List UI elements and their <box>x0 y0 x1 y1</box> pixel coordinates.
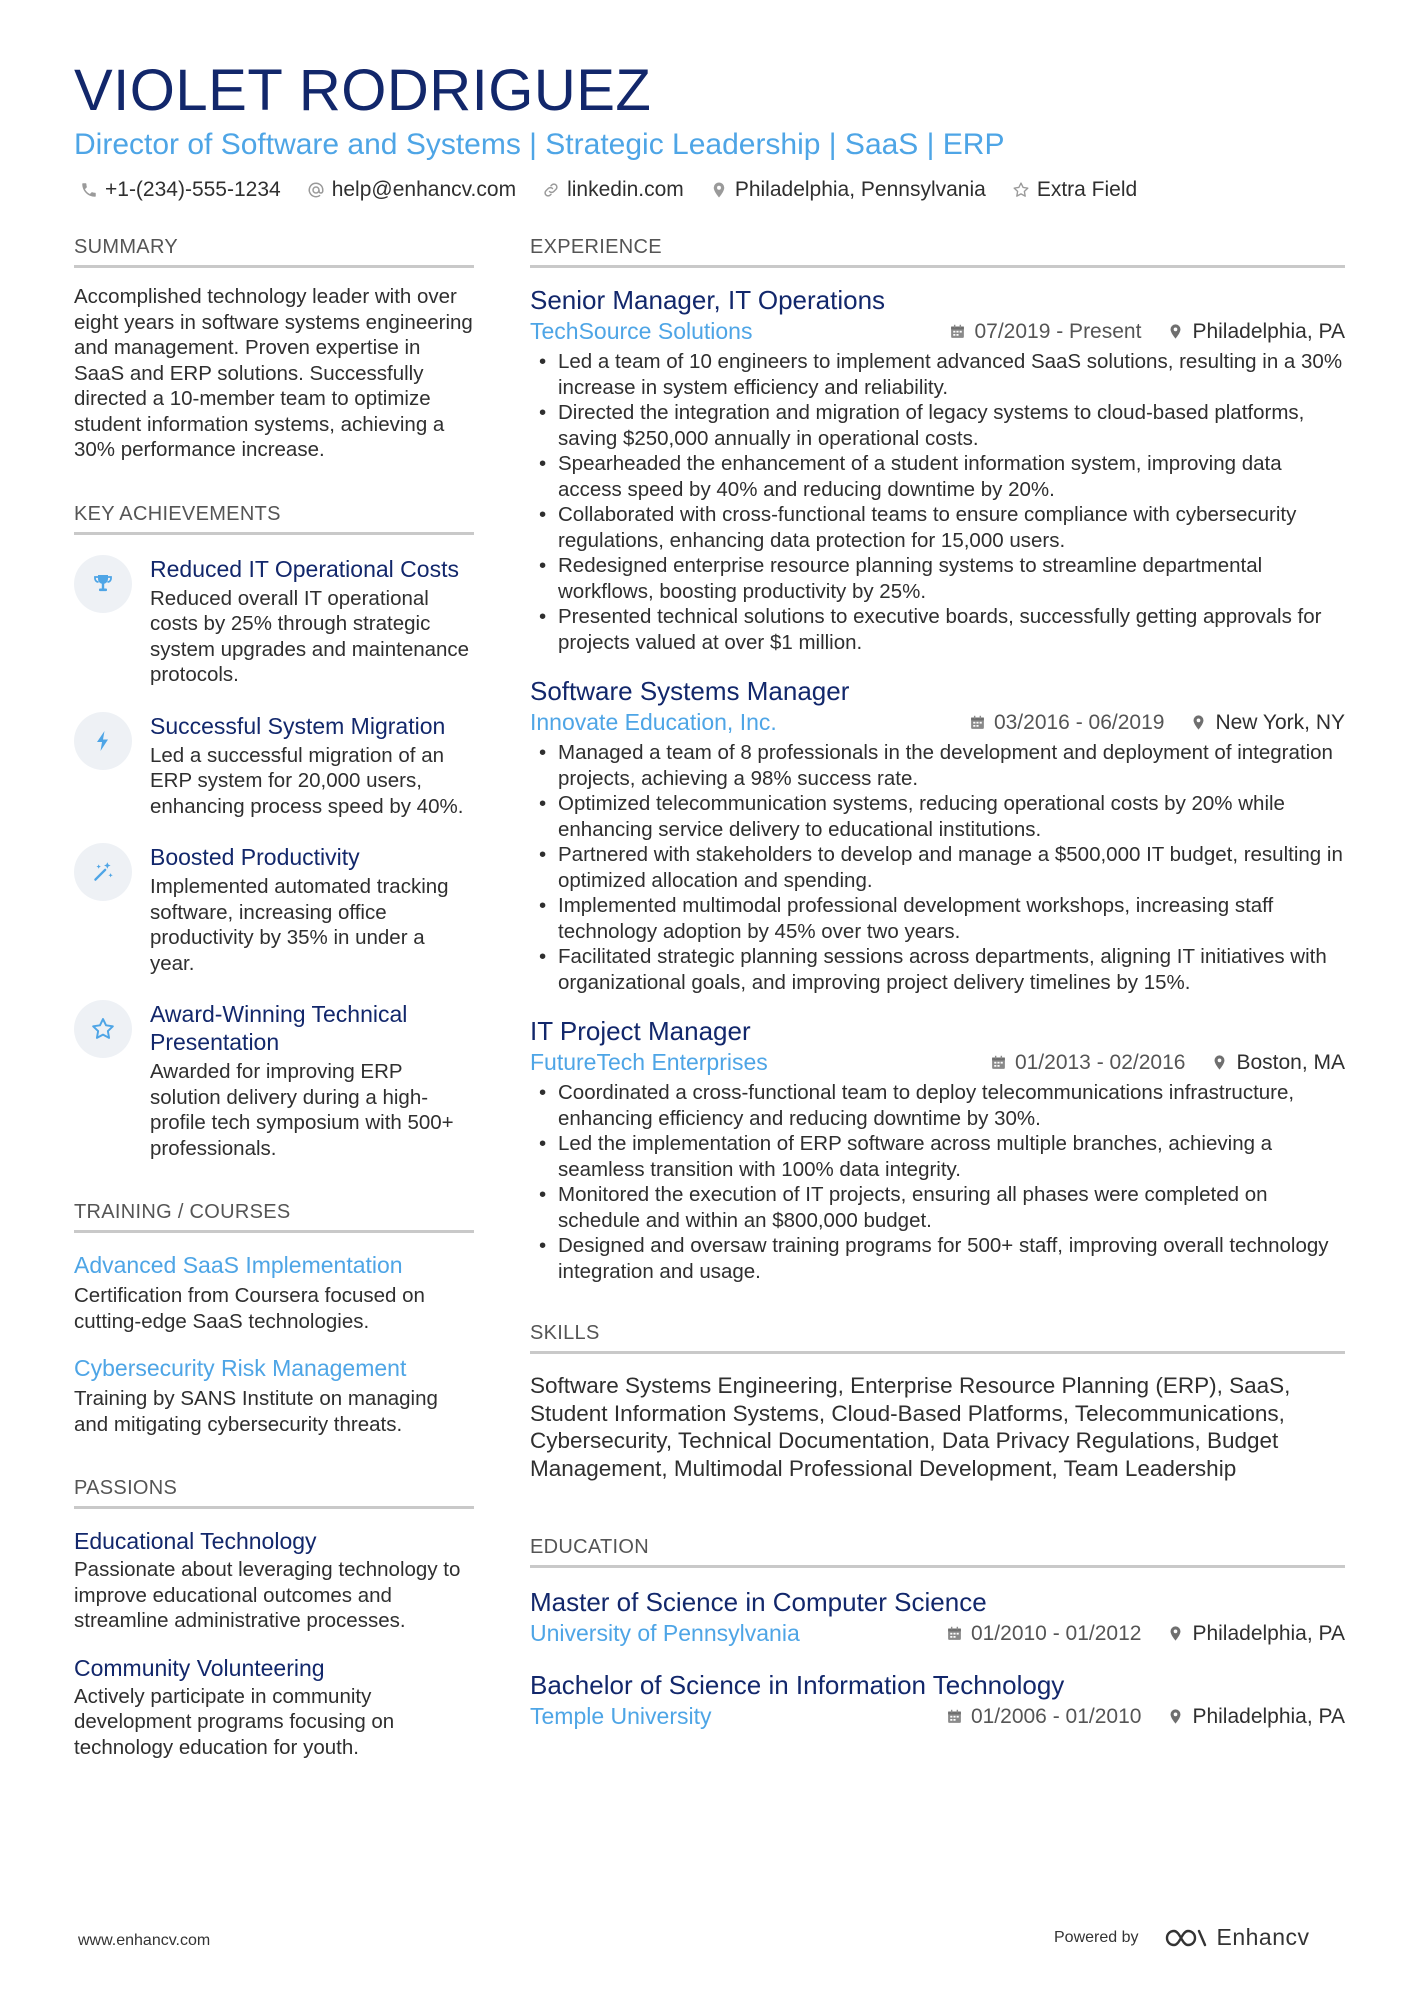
job-location: Philadelphia, PA <box>1192 319 1345 343</box>
passion-title: Educational Technology <box>74 1528 317 1554</box>
passion-desc: Actively participate in community development programs focusing on technology education for youth. <box>74 1684 395 1759</box>
job-company: Innovate Education, Inc. <box>530 709 777 735</box>
achievements-heading: KEY ACHIEVEMENTS <box>74 503 474 535</box>
job-bullet: • Monitored the execution of IT projects, ensuring all phases were completed on schedule and within an $800,000 budget. <box>530 1182 1345 1233</box>
achievement-item <box>74 1000 474 1161</box>
education-school: University of Pennsylvania <box>530 1620 800 1646</box>
passion-item <box>74 1654 474 1761</box>
education-entry <box>530 1586 1345 1647</box>
achievement-title: Award-Winning Technical Presentation <box>150 1001 408 1055</box>
location-pin-icon <box>1167 323 1184 340</box>
job-bullet: • Collaborated with cross-functional teams to ensure compliance with cybersecurity regulations, enhancing data protection for 15,000 users. <box>530 502 1345 553</box>
education-dates: 01/2010 - 01/2012 <box>970 1621 1142 1645</box>
job-entry <box>530 1015 1345 1284</box>
contact-extra <box>1012 178 1137 202</box>
training-desc: Training by SANS Institute on managing and mitigating cybersecurity threats. <box>74 1387 438 1436</box>
achievement-item <box>74 843 474 976</box>
achievement-desc: Led a successful migration of an ERP system for 20,000 users, enhancing process speed by 40%. <box>150 743 464 818</box>
job-dates: 07/2019 - Present <box>974 319 1142 343</box>
calendar-icon <box>990 1054 1007 1071</box>
passions-heading: PASSIONS <box>74 1477 474 1509</box>
passion-desc: Passionate about leveraging technology to improve educational outcomes and streamline administrative processes. <box>74 1558 461 1632</box>
job-company: FutureTech Enterprises <box>530 1049 768 1075</box>
job-location: Boston, MA <box>1236 1050 1345 1074</box>
education-heading: EDUCATION <box>530 1536 1345 1568</box>
skills-section <box>530 1322 1345 1482</box>
trophy-icon <box>74 555 132 613</box>
location-pin-icon <box>710 181 728 199</box>
summary-heading: SUMMARY <box>74 236 474 268</box>
job-bullet: • Facilitated strategic planning sessions across departments, aligning IT initiatives with organizational goals, and improving project delivery timelines by 15%. <box>530 944 1345 995</box>
sparkle-icon <box>74 843 132 901</box>
right-column <box>530 236 1345 1730</box>
job-bullet: • Spearheaded the enhancement of a student information system, improving data access speed by 40% and reducing downtime by 20%. <box>530 451 1345 502</box>
job-bullet: • Designed and oversaw training programs for 500+ staff, improving overall technology integration and usage. <box>530 1233 1345 1284</box>
achievement-item <box>74 555 474 688</box>
job-title: Senior Manager, IT Operations <box>530 285 886 315</box>
job-bullet: • Optimized telecommunication systems, reducing operational costs by 20% while enhancing service delivery to educational institutions. <box>530 791 1345 842</box>
job-bullet: • Presented technical solutions to executive boards, successfully getting approvals for projects valued at over $1 million. <box>530 604 1345 655</box>
summary-section <box>74 236 474 463</box>
job-bullet: • Partnered with stakeholders to develop and manage a $500,000 IT budget, resulting in optimized allocation and spending. <box>530 842 1345 893</box>
training-desc: Certification from Coursera focused on cutting-edge SaaS technologies. <box>74 1284 425 1333</box>
achievement-desc: Implemented automated tracking software, increasing office productivity by 35% in under a year. <box>150 875 449 975</box>
contact-extra-text: Extra Field <box>1036 178 1138 201</box>
lightning-icon <box>74 712 132 770</box>
skills-heading: SKILLS <box>530 1322 1345 1354</box>
footer-branding <box>1054 1924 1310 1951</box>
job-bullet: • Led a team of 10 engineers to implement advanced SaaS solutions, resulting in a 30% increase in system efficiency and reliability. <box>530 349 1345 400</box>
education-section <box>530 1536 1345 1730</box>
passions-section <box>74 1477 474 1760</box>
education-location: Philadelphia, PA <box>1192 1621 1345 1645</box>
achievement-title: Successful System Migration <box>150 712 446 739</box>
job-dates: 01/2013 - 02/2016 <box>1014 1050 1186 1074</box>
job-bullets <box>530 1080 1345 1284</box>
contact-linkedin-text: linkedin.com <box>567 178 684 201</box>
job-bullet: • Implemented multimodal professional development workshops, increasing staff technology adoption by 45% over two years. <box>530 893 1345 944</box>
training-item <box>74 1251 474 1334</box>
location-pin-icon <box>1167 1708 1184 1725</box>
brand-name: Enhancv <box>1216 1924 1310 1950</box>
training-section <box>74 1201 474 1437</box>
experience-heading: EXPERIENCE <box>530 236 1345 268</box>
summary-text: Accomplished technology leader with over eight years in software systems engineering and management. Proven expertise in SaaS and ERP solutions. Successfully directed a 10-member team to optimize student information systems, achieving a 30% performance increase. <box>74 285 473 461</box>
candidate-headline: Director of Software and Systems | Strategic Leadership | SaaS | ERP <box>74 128 1005 161</box>
phone-icon <box>80 181 98 199</box>
training-title: Cybersecurity Risk Management <box>74 1355 407 1381</box>
education-school: Temple University <box>530 1703 712 1729</box>
job-bullet: • Led the implementation of ERP software across multiple branches, achieving a seamless transition with 100% data integrity. <box>530 1131 1345 1182</box>
job-dates: 03/2016 - 06/2019 <box>993 710 1165 734</box>
job-location: New York, NY <box>1215 710 1345 734</box>
at-icon <box>307 181 325 199</box>
achievement-desc: Reduced overall IT operational costs by 25% through strategic system upgrades and maintenance protocols. <box>150 586 470 686</box>
education-degree: Master of Science in Computer Science <box>530 1587 987 1617</box>
calendar-icon <box>946 1708 963 1725</box>
training-item <box>74 1354 474 1437</box>
experience-section <box>530 236 1345 1284</box>
achievement-title: Boosted Productivity <box>150 844 360 870</box>
achievements-section <box>74 503 474 1162</box>
contact-phone-text: +1-(234)-555-1234 <box>105 178 281 201</box>
calendar-icon <box>946 1625 963 1642</box>
calendar-icon <box>969 714 986 731</box>
contact-bar <box>80 178 1163 202</box>
job-entry <box>530 284 1345 655</box>
contact-phone[interactable] <box>80 178 281 202</box>
job-company: TechSource Solutions <box>530 318 753 344</box>
location-pin-icon <box>1190 714 1207 731</box>
footer-website[interactable]: www.enhancv.com <box>78 1932 211 1949</box>
achievement-item <box>74 712 474 820</box>
contact-location <box>710 178 986 202</box>
calendar-icon <box>949 323 966 340</box>
education-degree: Bachelor of Science in Information Technology <box>530 1670 1065 1700</box>
left-column <box>74 236 474 1760</box>
passion-item <box>74 1527 474 1634</box>
training-heading: TRAINING / COURSES <box>74 1201 474 1233</box>
skills-text: Software Systems Engineering, Enterprise Resource Planning (ERP), SaaS, Student Information Systems, Cloud-Based Platforms, Telecommunications, Cybersecurity, Technical Documentation, Data Privacy Regulations, Budget Management, Multimodal Professional Development, Team Leadership <box>530 1373 1291 1481</box>
education-entry <box>530 1669 1345 1730</box>
training-title: Advanced SaaS Implementation <box>74 1252 403 1278</box>
job-bullet: • Coordinated a cross-functional team to deploy telecommunications infrastructure, enhancing efficiency and reducing downtime by 30%. <box>530 1080 1345 1131</box>
star-icon <box>1012 181 1030 199</box>
location-pin-icon <box>1211 1054 1228 1071</box>
education-location: Philadelphia, PA <box>1192 1704 1345 1728</box>
powered-by-text: Powered by <box>1054 1928 1139 1946</box>
contact-linkedin[interactable] <box>542 178 684 202</box>
link-icon <box>542 181 560 199</box>
job-title: Software Systems Manager <box>530 676 850 706</box>
enhancv-logo-icon <box>1163 1926 1209 1950</box>
education-dates: 01/2006 - 01/2010 <box>970 1704 1142 1728</box>
job-title: IT Project Manager <box>530 1016 751 1046</box>
star-icon <box>74 1000 132 1058</box>
contact-location-text: Philadelphia, Pennsylvania <box>734 178 986 201</box>
job-bullet: • Directed the integration and migration of legacy systems to cloud-based platforms, saving $250,000 annually in operational costs. <box>530 400 1345 451</box>
location-pin-icon <box>1167 1625 1184 1642</box>
job-bullets <box>530 740 1345 995</box>
job-bullet: • Redesigned enterprise resource planning systems to streamline departmental workflows, boosting productivity by 25%. <box>530 553 1345 604</box>
achievement-title: Reduced IT Operational Costs <box>150 555 459 582</box>
contact-email-text: help@enhancv.com <box>331 178 517 201</box>
job-bullet: • Managed a team of 8 professionals in the development and deployment of integration projects, achieving a 98% success rate. <box>530 740 1345 791</box>
achievement-desc: Awarded for improving ERP solution delivery during a high-profile tech symposium with 500+ professionals. <box>150 1060 454 1160</box>
contact-email[interactable] <box>307 178 516 202</box>
passion-title: Community Volunteering <box>74 1654 325 1681</box>
job-bullets <box>530 349 1345 655</box>
candidate-name: VIOLET RODRIGUEZ <box>74 58 652 123</box>
job-entry <box>530 675 1345 995</box>
